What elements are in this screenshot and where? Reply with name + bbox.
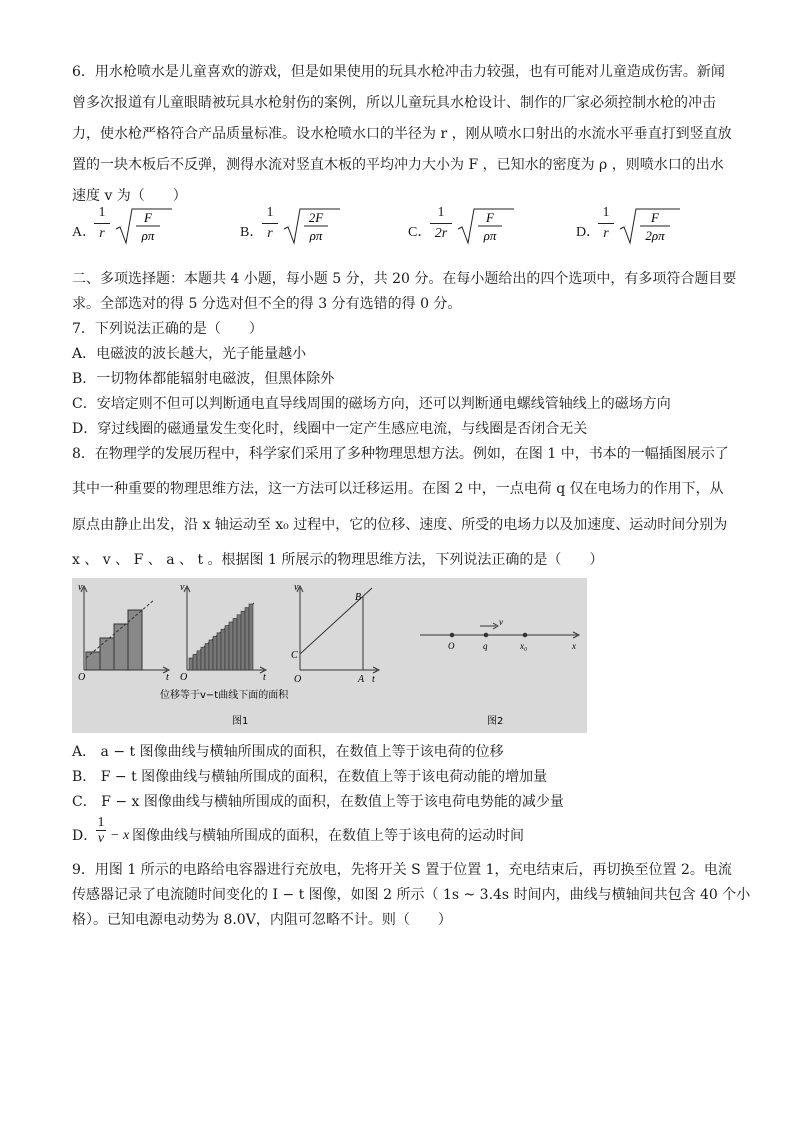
fig1-thin-bars <box>189 604 253 670</box>
fig1b-axis-t: t <box>263 672 266 683</box>
fig1-caption: 位移等于v−t曲线下面的面积 <box>160 690 289 701</box>
fig1a-origin: O <box>78 672 86 683</box>
rad-den: ρπ <box>309 228 323 243</box>
thin-bar <box>221 629 225 670</box>
q7-option-b[interactable]: B．一切物体都能辐射电磁波，但黑体除外 <box>72 371 335 387</box>
frac-num: 1 <box>97 815 105 830</box>
q8-option-a[interactable]: A． a − t 图像曲线与横轴所围成的面积，在数值上等于该电荷的位移 <box>72 744 504 760</box>
q7-option-a[interactable]: A．电磁波的波长越大，光子能量越小 <box>72 346 307 362</box>
thin-bar <box>233 618 237 670</box>
thin-bar <box>225 626 229 670</box>
fig1c-axis-t: t <box>372 674 375 685</box>
fig1b-origin: O <box>180 672 188 683</box>
q8-option-d-var: − x <box>110 828 130 843</box>
q8-line-1: 8．在物理学的发展历程中，科学家们采用了多种物理思想方法。例如，在图 1 中，书本的一幅插图展示了 <box>72 446 729 462</box>
fig1-label: 图1 <box>232 716 249 727</box>
q6-option-label: B． <box>240 225 264 240</box>
rad-den: ρπ <box>483 228 497 243</box>
fig2-label-v: v <box>499 617 503 627</box>
thin-bar <box>213 636 217 670</box>
q8-figure <box>72 578 587 733</box>
fig1a-axis-t: t <box>166 672 169 683</box>
rad-num: F <box>651 210 659 225</box>
fig2-label-x0: x₀ <box>520 641 528 651</box>
fig1a-axis-v: v <box>78 582 83 593</box>
q8-option-d-fraction <box>96 815 106 846</box>
q6-line-4: 置的一块木板后不反弹，测得水流对竖直木板的平均冲力大小为 F ，已知水的密度为 ρ ，则喷水口的出水 <box>72 157 724 173</box>
fig2-label-q: q <box>483 641 488 651</box>
q8-option-c[interactable]: C． F − x 图像曲线与横轴所围成的面积，在数值上等于该电荷电势能的减少量 <box>72 794 564 810</box>
q8-line-3: 原点由静止出发，沿 x 轴运动至 x₀ 过程中，它的位移、速度、所受的电场力以及加速度、运动时间分别为 <box>72 517 728 533</box>
fig1-panel-c <box>297 586 379 673</box>
q6-option-label: A． <box>72 225 97 240</box>
fig1-panel-a <box>81 586 169 673</box>
q6-options <box>0 205 794 255</box>
q6-line-5: 速度 v 为（ ） <box>72 188 187 204</box>
sqrt-icon <box>114 207 174 247</box>
fig1c-label-a: A <box>358 674 365 685</box>
sqrt-icon <box>618 207 682 247</box>
sqrt-icon <box>456 207 516 247</box>
thin-bar <box>249 604 253 670</box>
q8-figure-graphics <box>72 578 587 733</box>
section2-line-1: 二、多项选择题：本题共 4 小题，每小题 5 分，共 20 分。在每小题给出的四个选项中，有多项符合题目要 <box>72 271 737 287</box>
q9-line-1: 9．用图 1 所示的电路给电容器进行充放电，先将开关 S 置于位置 1，充电结束后，再切换至位置 2。电流 <box>72 862 732 878</box>
thin-bar <box>189 658 193 670</box>
section2-line-2: 求。全部选对的得 5 分选对但不全的得 3 分有选错的得 0 分。 <box>72 296 462 312</box>
fig1c-axis-v: v <box>294 582 299 593</box>
frac-den: v <box>97 831 105 846</box>
frac-num: 1 <box>98 205 106 220</box>
thin-bar <box>201 647 205 670</box>
fig2-origin: O <box>448 641 455 651</box>
frac-den: 2r <box>434 226 448 241</box>
rad-den: ρπ <box>141 228 155 243</box>
rad-num: F <box>486 210 494 225</box>
q7-stem: 7．下列说法正确的是（ ） <box>72 321 263 337</box>
thin-bar <box>229 622 233 670</box>
q6-option-label: D． <box>576 225 601 240</box>
q9-line-3: 格）。已知电源电动势为 8.0V，内阻可忽略不计。则（ ） <box>72 912 452 928</box>
frac-num: 1 <box>266 205 274 220</box>
q7-option-d[interactable]: D．穿过线圈的磁通量发生变化时，线圈中一定产生感应电流，与线圈是否闭合无关 <box>72 421 588 437</box>
q6-line-3: 力，使水枪严格符合产品质量标准。设水枪喷水口的半径为 r ，刚从喷水口射出的水流水平垂直打到竖直放 <box>72 126 732 142</box>
q8-option-d-label: D． <box>72 828 98 844</box>
q8-option-d-text: 图像曲线与横轴所围成的面积，在数值上等于该电荷的运动时间 <box>132 828 524 844</box>
thin-bar <box>205 644 209 670</box>
rad-num: F <box>144 210 152 225</box>
thin-bar <box>245 608 249 670</box>
thin-bar <box>193 654 197 670</box>
rad-num: 2F <box>308 210 324 225</box>
fig1c-label-c: C <box>291 650 298 661</box>
fig1b-axis-v: v <box>180 582 185 593</box>
q8-line-2: 其中一种重要的物理思维方法，这一方法可以迁移运用。在图 2 中，一点电荷 q 仅在电场力的作用下，从 <box>72 481 724 497</box>
fig1c-origin: O <box>294 674 302 685</box>
fig2-label: 图2 <box>487 716 504 727</box>
q6-option-label: C． <box>408 225 432 240</box>
frac-den: r <box>267 226 273 241</box>
q8-option-d[interactable] <box>72 815 672 851</box>
q7-option-c[interactable]: C．安培定则不但可以判断通电直导线周围的磁场方向，还可以判断通电螺线管轴线上的磁场方向 <box>72 396 671 412</box>
thin-bar <box>197 651 201 670</box>
q9-line-2: 传感器记录了电流随时间变化的 I − t 图像，如图 2 所示（ 1s ~ 3.4s 时间内，曲线与横轴间共包含 40 个小 <box>72 887 751 903</box>
q6-line-2: 曾多次报道有儿童眼睛被玩具水枪射伤的案例，所以儿童玩具水枪设计、制作的厂家必须控制水枪的冲击 <box>72 95 716 111</box>
rad-den: 2ρπ <box>645 228 665 243</box>
frac-num: 1 <box>437 205 445 220</box>
q6-line-1: 6．用水枪喷水是儿童喜欢的游戏，但是如果使用的玩具水枪冲击力较强，也有可能对儿童造成伤害。新闻 <box>72 64 725 80</box>
q8-line-4: x 、 v 、 F 、 a 、 t 。根据图 1 所展示的物理思维方法，下列说法正确的是（ ） <box>72 552 604 568</box>
fig1c-label-b: B <box>355 592 362 603</box>
sqrt-icon <box>282 207 342 247</box>
q8-option-b[interactable]: B． F − t 图像曲线与横轴所围成的面积，在数值上等于该电荷动能的增加量 <box>72 769 548 785</box>
thin-bar <box>237 615 241 670</box>
frac-den: r <box>603 226 609 241</box>
thin-bar <box>217 633 221 670</box>
fig2-label-x: x <box>572 641 576 651</box>
frac-den: r <box>99 226 105 241</box>
thin-bar <box>209 640 213 670</box>
frac-num: 1 <box>602 205 610 220</box>
thin-bar <box>241 611 245 670</box>
